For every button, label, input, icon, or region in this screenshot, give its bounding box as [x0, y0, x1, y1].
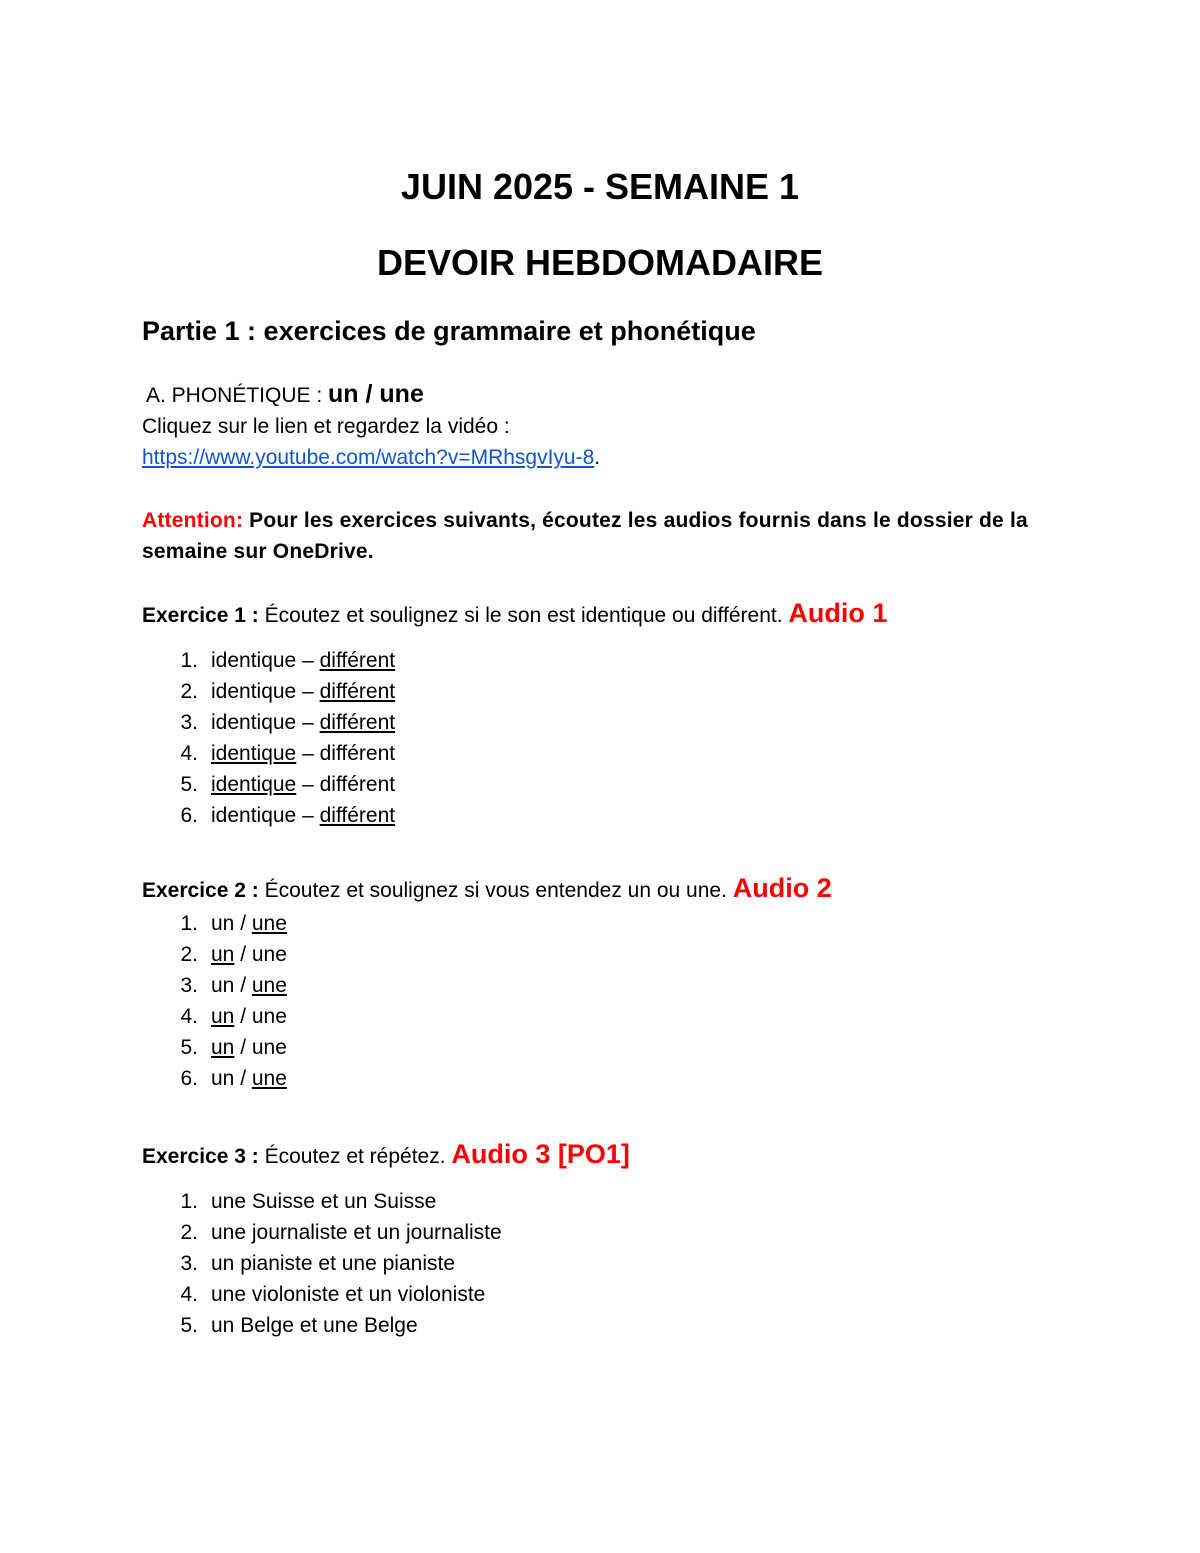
exercise-3-label: Exercice 3 :: [142, 1145, 259, 1168]
attention-text: Pour les exercices suivants, écoutez les audios fournis dans le dossier de la semaine sur OneDrive.: [142, 509, 1028, 563]
option-b: une: [251, 974, 287, 997]
option-a: identique: [211, 773, 297, 796]
option-b: une: [251, 1036, 287, 1059]
section-heading: Partie 1 : exercices de grammaire et phonétique: [142, 316, 756, 346]
exercise-1-audio: Audio 1: [788, 598, 888, 628]
exercise-2-audio: Audio 2: [732, 873, 832, 903]
option-a: un: [211, 1036, 235, 1059]
option-a: identique: [211, 680, 297, 703]
option-b: une: [251, 1005, 287, 1028]
phonetique-label: A. PHONÉTIQUE :: [146, 384, 329, 407]
option-a: un: [211, 912, 235, 935]
exercise-3-heading: [142, 1139, 630, 1170]
list-item: 4. une violoniste et un violoniste: [180, 1283, 486, 1306]
video-link-line: [142, 446, 600, 470]
option-b: une: [251, 1067, 287, 1090]
exercise-2-list: [142, 908, 287, 1094]
list-item: 2. identique – différent: [180, 680, 396, 703]
page-title: JUIN 2025 - SEMAINE 1: [400, 166, 800, 207]
option-b: différent: [319, 742, 396, 765]
list-item: 4. un / une: [180, 1005, 287, 1028]
option-b: différent: [319, 649, 396, 672]
exercise-2-label: Exercice 2 :: [142, 879, 259, 902]
exercise-1-list: [142, 645, 395, 831]
list-item: 6. identique – différent: [180, 804, 396, 827]
option-b: différent: [319, 680, 396, 703]
page-subtitle: DEVOIR HEBDOMADAIRE: [376, 242, 824, 283]
exercise-3-list: [142, 1186, 502, 1341]
exercise-2-heading: [142, 873, 832, 904]
list-item: 4. identique – différent: [180, 742, 396, 765]
list-item: 5. identique – différent: [180, 773, 396, 796]
phonetique-topic: un / une: [328, 380, 424, 408]
link-period: .: [594, 446, 601, 469]
list-item: 5. un Belge et une Belge: [180, 1314, 418, 1337]
list-item: 2. une journaliste et un journaliste: [180, 1221, 502, 1244]
list-item: 1. identique – différent: [180, 649, 396, 672]
option-b: différent: [319, 804, 396, 827]
option-a: un: [211, 1067, 235, 1090]
exercise-1-label: Exercice 1 :: [142, 604, 259, 627]
list-item: 1. une Suisse et un Suisse: [180, 1190, 437, 1213]
list-item: 2. un / une: [180, 943, 287, 966]
exercise-1-instruction: Écoutez et soulignez si le son est identique ou différent.: [258, 604, 789, 627]
option-a: identique: [211, 742, 297, 765]
option-a: identique: [211, 649, 297, 672]
option-a: identique: [211, 711, 297, 734]
exercise-3-audio: Audio 3 [PO1]: [451, 1139, 630, 1169]
option-a: un: [211, 974, 235, 997]
exercise-2-instruction: Écoutez et soulignez si vous entendez un ou une.: [258, 879, 733, 902]
phonetique-heading: [146, 380, 424, 409]
attention-note: [142, 505, 1082, 567]
list-item: 3. identique – différent: [180, 711, 396, 734]
option-b: différent: [319, 773, 396, 796]
option-b: une: [251, 912, 287, 935]
list-item: 6. un / une: [180, 1067, 287, 1090]
option-b: une: [251, 943, 287, 966]
option-a: un: [211, 1005, 235, 1028]
option-a: un: [211, 943, 235, 966]
option-a: identique: [211, 804, 297, 827]
video-link[interactable]: https://www.youtube.com/watch?v=MRhsgvIyu-8: [142, 446, 595, 469]
list-item: 3. un / une: [180, 974, 287, 997]
list-item: 5. un / une: [180, 1036, 287, 1059]
exercise-1-heading: [142, 598, 887, 629]
video-instruction: Cliquez sur le lien et regardez la vidéo :: [142, 415, 510, 438]
list-item: 3. un pianiste et une pianiste: [180, 1252, 456, 1275]
exercise-3-instruction: Écoutez et répétez.: [258, 1145, 452, 1168]
list-item: 1. un / une: [180, 912, 287, 935]
attention-label: Attention:: [142, 509, 244, 532]
option-b: différent: [319, 711, 396, 734]
